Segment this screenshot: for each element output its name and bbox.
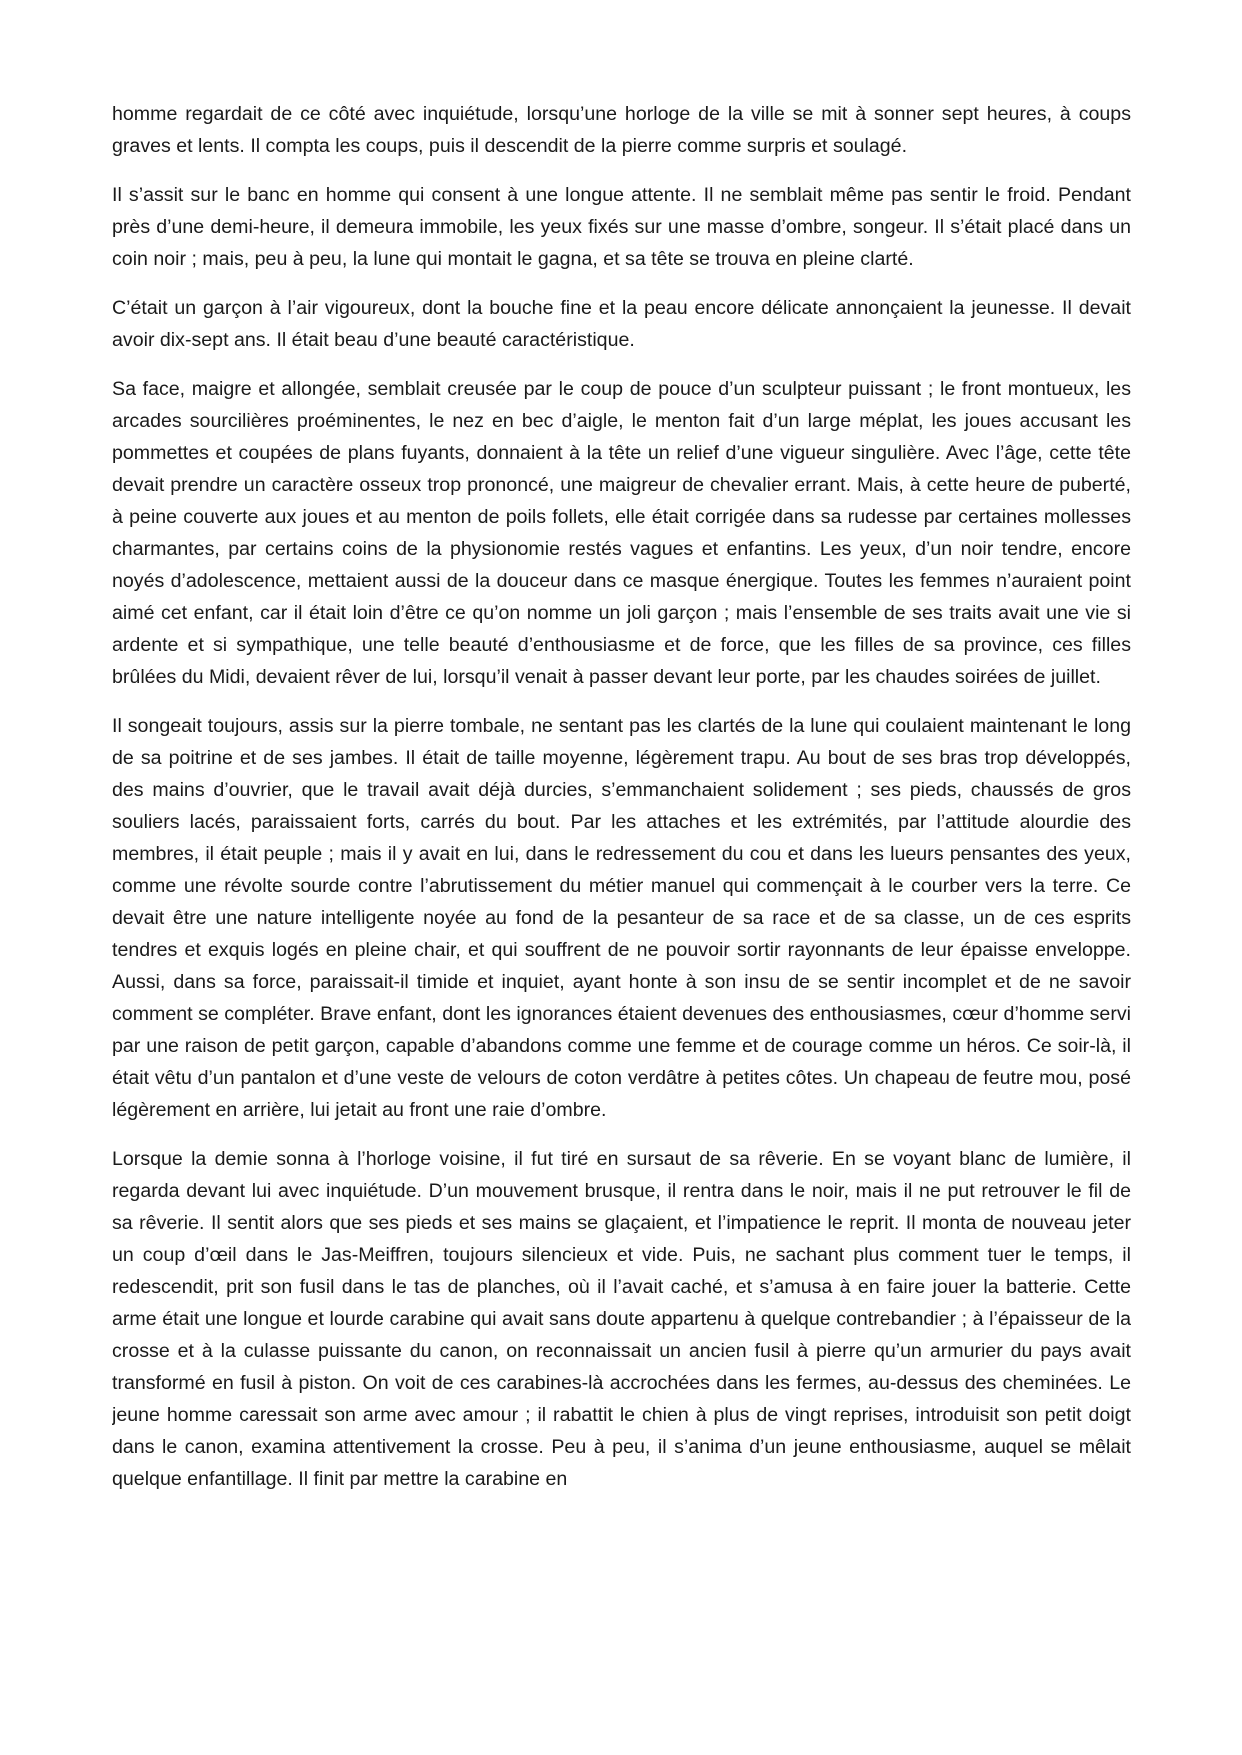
paragraph: homme regardait de ce côté avec inquiétude, lorsqu’une horloge de la ville se mit à sonner sept heures, à coups graves et lents. Il compta les coups, puis il descendit de la pierre comme surpris et soulagé. — [112, 103, 1131, 157]
paragraph: C’était un garçon à l’air vigoureux, dont la bouche fine et la peau encore délicate annonçaient la jeunesse. Il devait avoir dix-sept ans. Il était beau d’une beauté caractéristique. — [112, 297, 1131, 351]
paragraph: Sa face, maigre et allongée, semblait creusée par le coup de pouce d’un sculpteur puissant ; le front montueux, les arcades sourcilières proéminentes, le nez en bec d’aigle, le menton fait d’un large méplat, les joues accusant les pommettes et coupées de plans fuyants, donnaient à la tête un relief d’une vigueur singulière. Avec l’âge, cette tête devait prendre un caractère osseux trop prononcé, une maigreur de chevalier errant. Mais, à cette heure de puberté, à peine couverte aux joues et au menton de poils follets, elle était corrigée dans sa rudesse par certaines mollesses charmantes, par certains coins de la physionomie restés vagues et enfantins. Les yeux, d’un noir tendre, encore noyés d’adolescence, mettaient aussi de la douceur dans ce masque énergique. Toutes les femmes n’auraient point aimé cet enfant, car il était loin d’être ce qu’on nomme un joli garçon ; mais l’ensemble de ses traits avait une vie si ardente et si sympathique, une telle beauté d’enthousiasme et de force, que les filles de sa province, ces filles brûlées du Midi, devaient rêver de lui, lorsqu’il venait à passer devant leur porte, par les chaudes soirées de juillet. — [112, 378, 1131, 688]
paragraph: Il songeait toujours, assis sur la pierre tombale, ne sentant pas les clartés de la lune qui coulaient maintenant le long de sa poitrine et de ses jambes. Il était de taille moyenne, légèrement trapu. Au bout de ses bras trop développés, des mains d’ouvrier, que le travail avait déjà durcies, s’emmanchaient solidement ; ses pieds, chaussés de gros souliers lacés, paraissaient forts, carrés du bout. Par les attaches et les extrémités, par l’attitude alourdie des membres, il était peuple ; mais il y avait en lui, dans le redressement du cou et dans les lueurs pensantes des yeux, comme une révolte sourde contre l’abrutissement du métier manuel qui commençait à le courber vers la terre. Ce devait être une nature intelligente noyée au fond de la pesanteur de sa race et de sa classe, un de ces esprits tendres et exquis logés en pleine chair, et qui souffrent de ne pouvoir sortir rayonnants de leur épaisse enveloppe. Aussi, dans sa force, paraissait-il timide et inquiet, ayant honte à son insu de se sentir incomplet et de ne savoir comment se compléter. Brave enfant, dont les ignorances étaient devenues des enthousiasmes, cœur d’homme servi par une raison de petit garçon, capable d’abandons comme une femme et de courage comme un héros. Ce soir-là, il était vêtu d’un pantalon et d’une veste de velours de coton verdâtre à petites côtes. Un chapeau de feutre mou, posé légèrement en arrière, lui jetait au front une raie d’ombre. — [112, 715, 1131, 1121]
paragraph: Lorsque la demie sonna à l’horloge voisine, il fut tiré en sursaut de sa rêverie. En se voyant blanc de lumière, il regarda devant lui avec inquiétude. D’un mouvement brusque, il rentra dans le noir, mais il ne put retrouver le fil de sa rêverie. Il sentit alors que ses pieds et ses mains se glaçaient, et l’impatience le reprit. Il monta de nouveau jeter un coup d’œil dans le Jas-Meiffren, toujours silencieux et vide. Puis, ne sachant plus comment tuer le temps, il redescendit, prit son fusil dans le tas de planches, où il l’avait caché, et s’amusa à en faire jouer la batterie. Cette arme était une longue et lourde carabine qui avait sans doute appartenu à quelque contrebandier ; à l’épaisseur de la crosse et à la culasse puissante du canon, on reconnaissait un ancien fusil à pierre qu’un armurier du pays avait transformé en fusil à piston. On voit de ces carabines-là accrochées dans les fermes, au-dessus des cheminées. Le jeune homme caressait son arme avec amour ; il rabattit le chien à plus de vingt reprises, introduisit son petit doigt dans le canon, examina attentivement la crosse. Peu à peu, il s’anima d’un jeune enthousiasme, auquel se mêlait quelque enfantillage. Il finit par mettre la carabine en — [112, 1148, 1131, 1490]
document-page — [112, 98, 1131, 1728]
paragraph: Il s’assit sur le banc en homme qui consent à une longue attente. Il ne semblait même pas sentir le froid. Pendant près d’une demi-heure, il demeura immobile, les yeux fixés sur une masse d’ombre, songeur. Il s’était placé dans un coin noir ; mais, peu à peu, la lune qui montait le gagna, et sa tête se trouva en pleine clarté. — [112, 184, 1131, 270]
